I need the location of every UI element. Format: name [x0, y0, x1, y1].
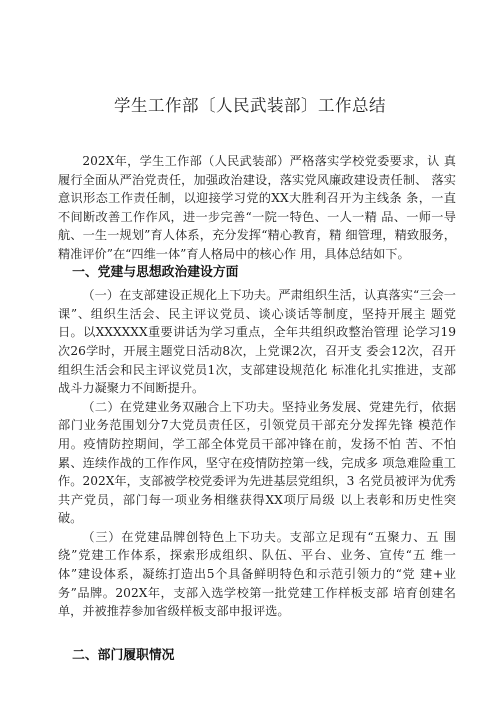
paragraph-branch-construction: （一）在支部建设正规化上下功夫。严肃组织生活，认真落实“三会一课”、组织生活会、民主评议党员、谈心谈话等制度，坚持开展主 题党日。以XXXXXX重要讲话为学习重点，全年共组织政整治管理 论学习19次26学时，开展主题党日活动8次，上党课2次，召开支 委会12次，召开组织生活会和民主评议党员1次，支部建设规范化 标准化扎实推进，支部战斗力凝聚力不间断提升。	[58, 288, 456, 396]
section-heading-duty-performance: 二、部门履职情况	[72, 647, 175, 663]
paragraph-party-business-integration: （二）在党建业务双融合上下功夫。坚持业务发展、党建先行，依据部门业务范围划分7大党员责任区，引领党员干部充分发挥先锋 模范作用。疫情防控期间，学工部全体党员干部冲锋在前，发扬不怕 苦、不怕累、连续作战的工作作风，坚守在疫情防控第一线，完成多 项急难险重工作。202X年，支部被学校党委评为先进基层党组织，3 名党员被评为优秀共产党员，部门每一项业务相继获得XX项厅局级 以上表彰和历史性突破。	[58, 399, 456, 526]
document-title: 学生工作部〔人民武装部〕工作总结	[114, 96, 386, 115]
paragraph-party-brand: （三）在党建品牌创特色上下功夫。支部立足现有“五聚力、五 围绕”党建工作体系，探索形成组织、队伍、平台、业务、宣传“五 维一体”建设体系，凝练打造出5个具备鲜明特色和示范引领力的“党 建+业务”品牌。202X年，支部入选学校第一批党建工作样板支部 培育创建名单，并被推荐参加省级样板支部申报评选。	[58, 529, 456, 619]
intro-paragraph: 202X年，学生工作部（人民武装部）严格落实学校党委要求，认 真履行全面从严治党责任，加强政治建设，落实党风廉政建设责任制、 落实意识形态工作责任制，以迎接学习党的XX大胜利召开为主线条 条，一直不间断改善工作作风，进一步完善“一院一特色、一人一精 品、一师一导航、一生一规划”育人体系，充分发挥“精心教育，精 细管理，精致服务，精准评价”在“四维一体”育人格局中的核心作 用，具体总结如下。	[58, 154, 456, 261]
section-heading-party-building: 一、党建与思想政治建设方面	[72, 264, 239, 280]
document-body	[58, 152, 456, 665]
